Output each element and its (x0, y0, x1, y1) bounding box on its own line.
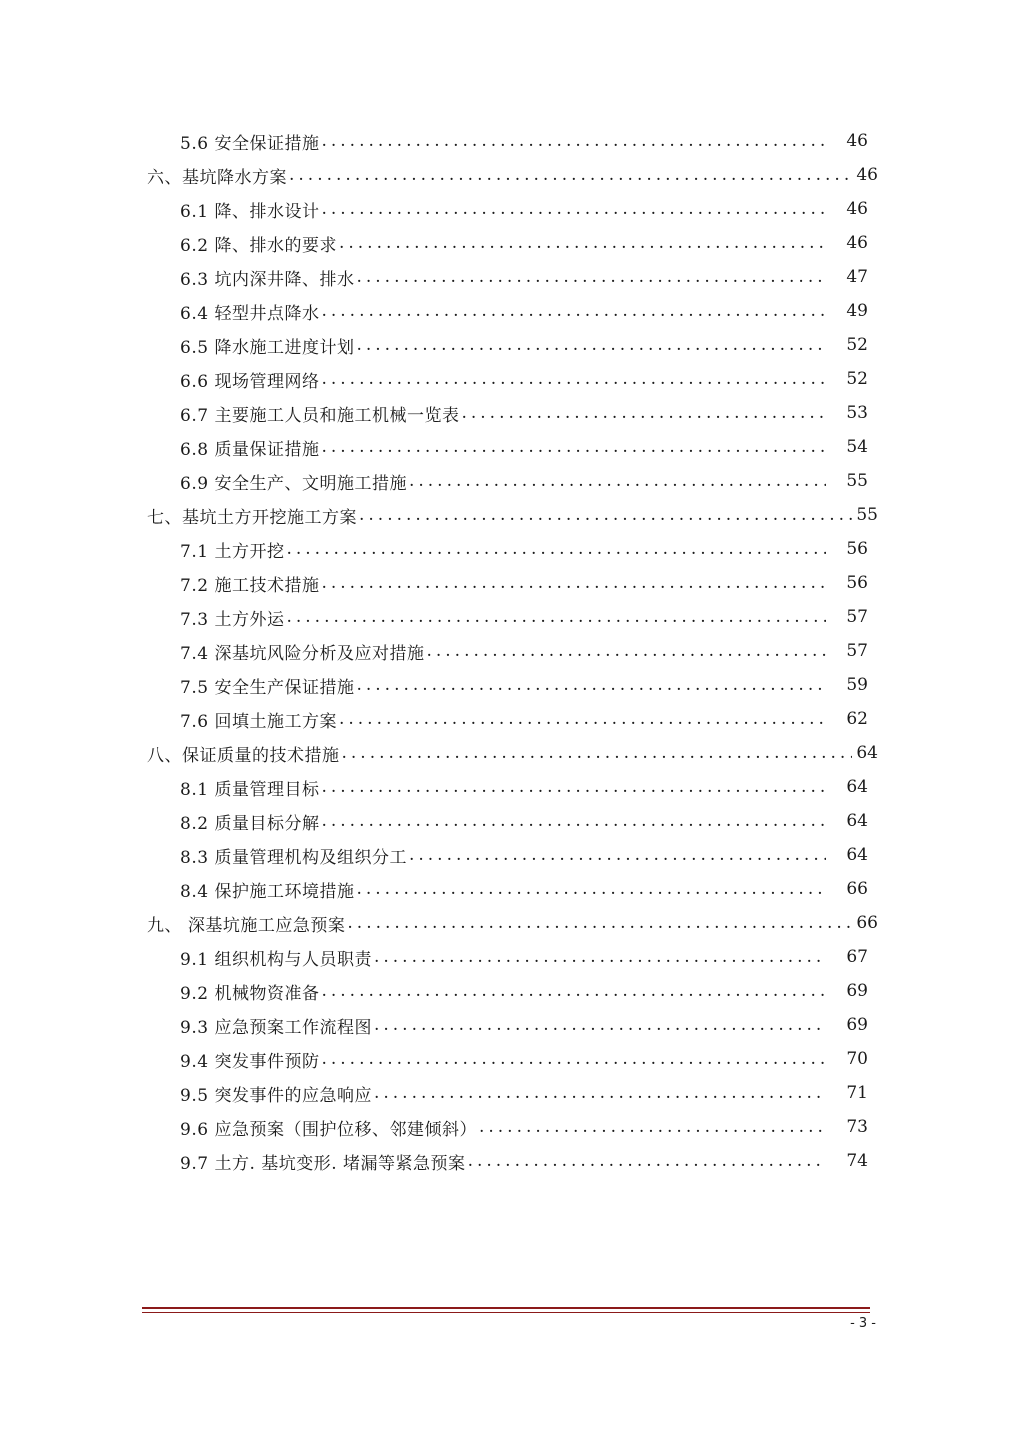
toc-leader-dots (347, 913, 852, 933)
toc-entry[interactable] (0, 192, 868, 226)
toc-entry[interactable] (0, 736, 878, 770)
toc-entry-page: 67 (846, 947, 868, 967)
toc-entry-page: 46 (856, 165, 878, 185)
toc-entry-page: 55 (856, 505, 878, 525)
toc-leader-dots (356, 675, 826, 695)
toc-leader-dots (286, 607, 826, 627)
toc-entry[interactable] (0, 838, 868, 872)
toc-entry-label: 7.4 深基坑风险分析及应对措施 (180, 643, 425, 664)
toc-entry-label: 9.2 机械物资准备 (180, 983, 320, 1004)
toc-entry-label: 七、基坑土方开挖施工方案 (147, 507, 357, 528)
toc-entry-label: 9.5 突发事件的应急响应 (180, 1085, 372, 1106)
toc-entry-page: 56 (846, 539, 868, 559)
toc-entry[interactable] (0, 634, 868, 668)
toc-leader-dots (321, 199, 826, 219)
toc-entry-label: 7.2 施工技术措施 (180, 575, 320, 596)
toc-entry-label: 7.1 土方开挖 (180, 541, 285, 562)
toc-leader-dots (321, 573, 826, 593)
toc-entry-label: 8.2 质量目标分解 (180, 813, 320, 834)
toc-leader-dots (461, 403, 826, 423)
toc-entry-label: 八、保证质量的技术措施 (147, 745, 340, 766)
toc-entry-label: 5.6 安全保证措施 (180, 133, 320, 154)
toc-entry[interactable] (0, 158, 878, 192)
toc-entry-label: 6.3 坑内深井降、排水 (180, 269, 355, 290)
toc-leader-dots (321, 369, 826, 389)
toc-entry[interactable] (0, 328, 868, 362)
toc-entry-label: 6.6 现场管理网络 (180, 371, 320, 392)
toc-entry-page: 46 (846, 131, 868, 151)
toc-entry-page: 53 (846, 403, 868, 423)
toc-entry-page: 52 (846, 369, 868, 389)
toc-entry-label: 6.4 轻型井点降水 (180, 303, 320, 324)
toc-leader-dots (339, 233, 826, 253)
toc-entry[interactable] (0, 498, 878, 532)
toc-entry-page: 49 (846, 301, 868, 321)
toc-entry-label: 6.2 降、排水的要求 (180, 235, 337, 256)
toc-leader-dots (339, 709, 826, 729)
table-of-contents (0, 124, 1012, 1178)
toc-entry-page: 66 (846, 879, 868, 899)
toc-entry[interactable] (0, 226, 868, 260)
toc-entry[interactable] (0, 600, 868, 634)
footer-rule-thin (142, 1312, 870, 1313)
toc-entry-label: 7.6 回填土施工方案 (180, 711, 337, 732)
toc-entry-label: 7.5 安全生产保证措施 (180, 677, 355, 698)
toc-entry-page: 55 (846, 471, 868, 491)
toc-entry[interactable] (0, 1042, 868, 1076)
toc-entry[interactable] (0, 906, 878, 940)
toc-entry-page: 71 (846, 1083, 868, 1103)
toc-entry[interactable] (0, 1110, 868, 1144)
toc-leader-dots (359, 505, 852, 525)
toc-leader-dots (356, 267, 826, 287)
toc-entry[interactable] (0, 872, 868, 906)
toc-leader-dots (374, 947, 826, 967)
toc-leader-dots (321, 777, 826, 797)
toc-entry-page: 46 (846, 199, 868, 219)
toc-entry-label: 六、基坑降水方案 (147, 167, 287, 188)
toc-entry-label: 九、 深基坑施工应急预案 (147, 915, 346, 936)
toc-leader-dots (409, 845, 826, 865)
toc-entry-page: 56 (846, 573, 868, 593)
toc-leader-dots (374, 1015, 826, 1035)
toc-entry-label: 9.6 应急预案（围护位移、邻建倾斜） (180, 1119, 477, 1140)
toc-entry-label: 9.1 组织机构与人员职责 (180, 949, 372, 970)
toc-leader-dots (356, 335, 826, 355)
toc-entry-label: 9.3 应急预案工作流程图 (180, 1017, 372, 1038)
toc-entry-page: 59 (846, 675, 868, 695)
toc-entry-page: 66 (856, 913, 878, 933)
toc-entry[interactable] (0, 940, 868, 974)
toc-leader-dots (289, 165, 852, 185)
toc-entry-page: 52 (846, 335, 868, 355)
toc-entry-page: 64 (846, 777, 868, 797)
toc-entry[interactable] (0, 804, 868, 838)
toc-entry-page: 57 (846, 641, 868, 661)
toc-entry[interactable] (0, 532, 868, 566)
toc-entry-label: 8.3 质量管理机构及组织分工 (180, 847, 407, 868)
toc-entry-label: 8.4 保护施工环境措施 (180, 881, 355, 902)
toc-entry-page: 64 (846, 811, 868, 831)
toc-entry-label: 8.1 质量管理目标 (180, 779, 320, 800)
toc-leader-dots (479, 1117, 826, 1137)
toc-entry-label: 6.8 质量保证措施 (180, 439, 320, 460)
toc-entry-label: 9.7 土方. 基坑变形. 堵漏等紧急预案 (180, 1153, 466, 1174)
toc-entry[interactable] (0, 362, 868, 396)
toc-entry[interactable] (0, 1008, 868, 1042)
toc-leader-dots (356, 879, 826, 899)
page-number: - 3 - (850, 1316, 876, 1331)
toc-entry-page: 54 (846, 437, 868, 457)
toc-entry[interactable] (0, 702, 868, 736)
toc-entry-page: 57 (846, 607, 868, 627)
toc-entry-label: 6.5 降水施工进度计划 (180, 337, 355, 358)
toc-entry[interactable] (0, 430, 868, 464)
toc-entry-label: 6.1 降、排水设计 (180, 201, 320, 222)
toc-entry-page: 46 (846, 233, 868, 253)
toc-entry-page: 69 (846, 1015, 868, 1035)
toc-entry-page: 64 (846, 845, 868, 865)
toc-leader-dots (342, 743, 853, 763)
toc-leader-dots (321, 1049, 826, 1069)
toc-entry[interactable] (0, 124, 868, 158)
toc-leader-dots (321, 301, 826, 321)
toc-entry-page: 64 (856, 743, 878, 763)
toc-leader-dots (409, 471, 826, 491)
toc-entry-page: 69 (846, 981, 868, 1001)
toc-entry[interactable] (0, 566, 868, 600)
toc-entry-label: 6.7 主要施工人员和施工机械一览表 (180, 405, 460, 426)
toc-leader-dots (374, 1083, 826, 1103)
toc-entry-page: 70 (846, 1049, 868, 1069)
toc-entry-label: 6.9 安全生产、文明施工措施 (180, 473, 407, 494)
toc-entry-page: 73 (846, 1117, 868, 1137)
toc-entry[interactable] (0, 464, 868, 498)
toc-entry-label: 9.4 突发事件预防 (180, 1051, 320, 1072)
toc-leader-dots (426, 641, 826, 661)
toc-leader-dots (321, 131, 826, 151)
toc-leader-dots (321, 981, 826, 1001)
toc-entry[interactable] (0, 770, 868, 804)
toc-entry-page: 62 (846, 709, 868, 729)
toc-entry-page: 47 (846, 267, 868, 287)
toc-entry[interactable] (0, 668, 868, 702)
toc-entry[interactable] (0, 260, 868, 294)
toc-entry-page: 74 (846, 1151, 868, 1171)
toc-leader-dots (321, 437, 826, 457)
footer-rule (142, 1307, 870, 1309)
toc-leader-dots (321, 811, 826, 831)
toc-entry[interactable] (0, 294, 868, 328)
toc-leader-dots (286, 539, 826, 559)
toc-entry[interactable] (0, 1076, 868, 1110)
toc-entry[interactable] (0, 974, 868, 1008)
toc-entry[interactable] (0, 1144, 868, 1178)
toc-leader-dots (468, 1151, 826, 1171)
toc-entry-label: 7.3 土方外运 (180, 609, 285, 630)
toc-entry[interactable] (0, 396, 868, 430)
